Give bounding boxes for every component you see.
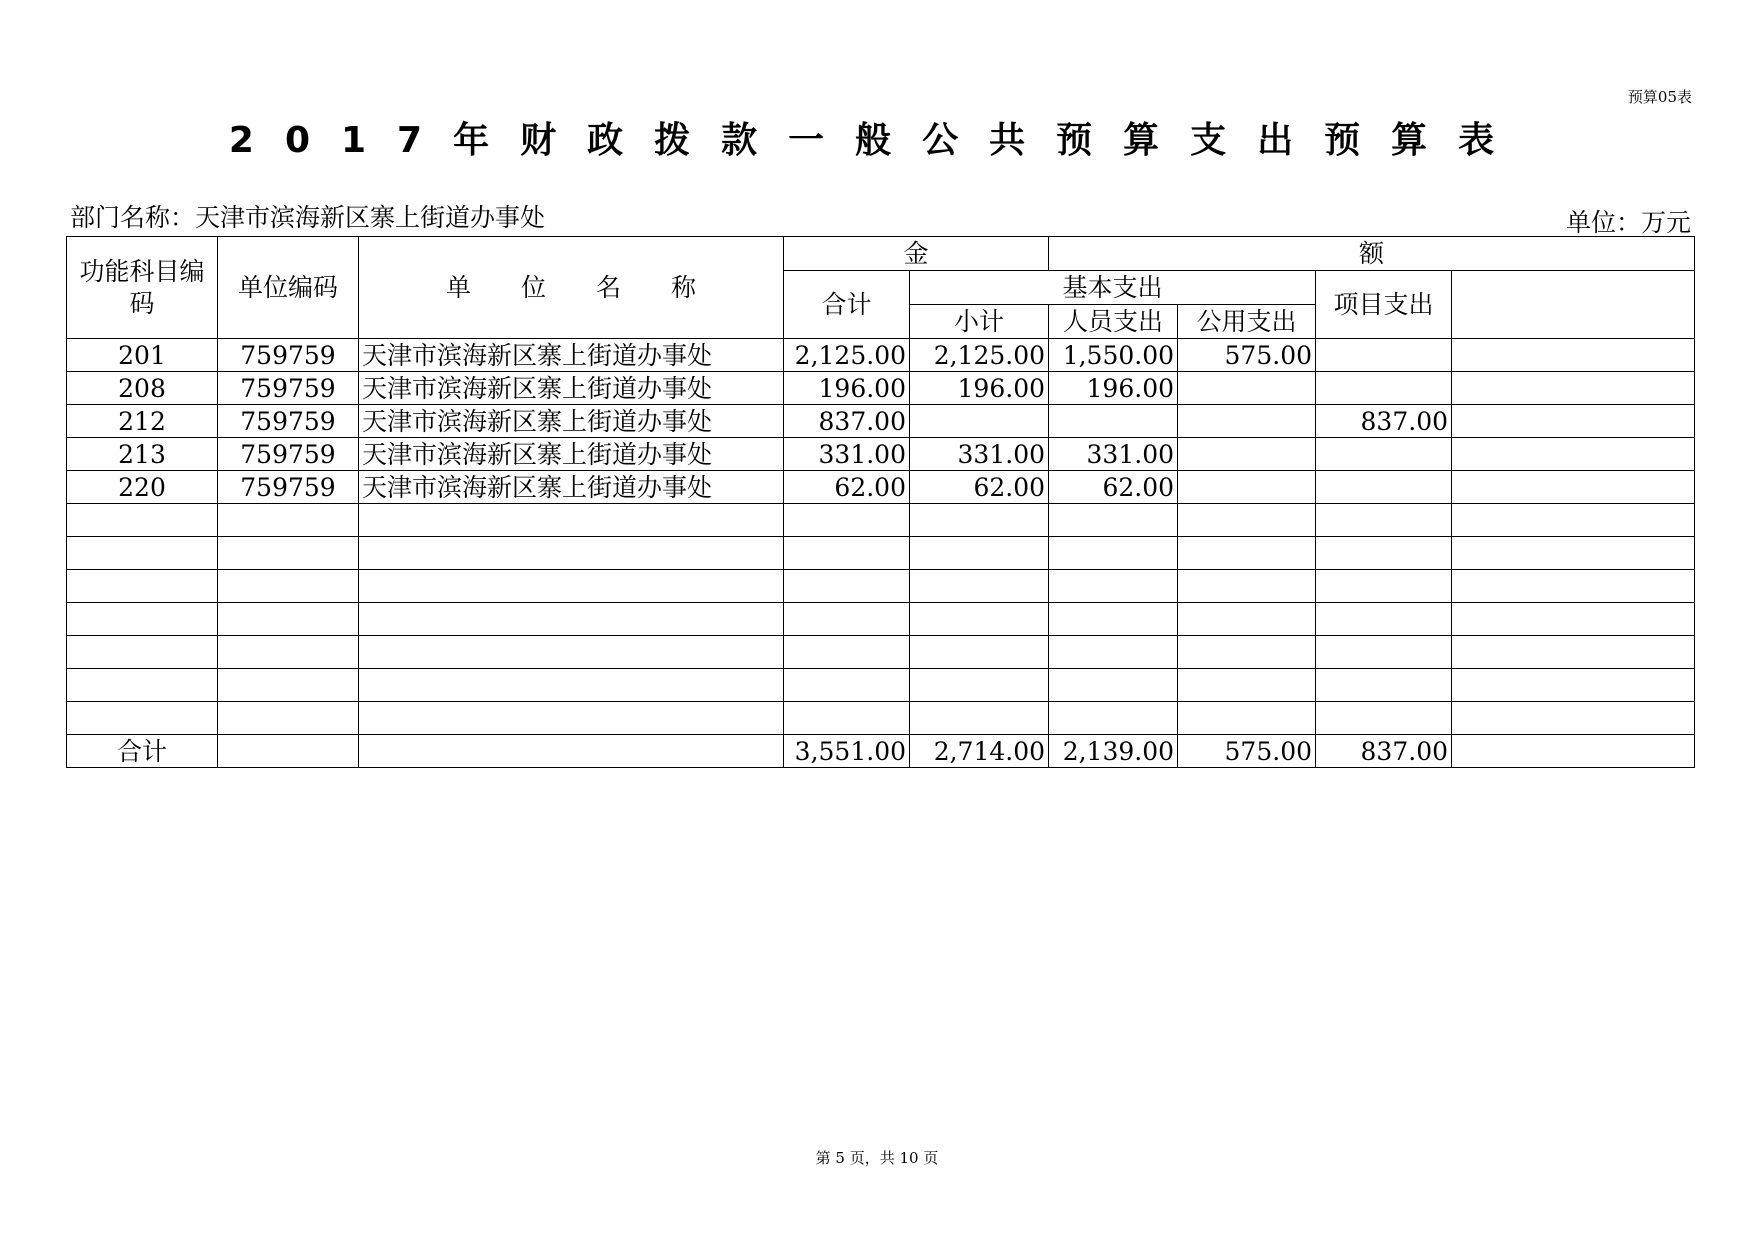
cell-subtotal: 196.00 — [910, 372, 1049, 405]
empty-table-row — [67, 570, 1695, 603]
cell-subtotal: 62.00 — [910, 471, 1049, 504]
empty-cell — [784, 537, 910, 570]
cell-unit-name: 天津市滨海新区寨上街道办事处 — [359, 405, 784, 438]
empty-cell — [1316, 603, 1452, 636]
table-row — [67, 339, 1695, 372]
empty-table-row — [67, 537, 1695, 570]
empty-cell — [910, 504, 1049, 537]
empty-cell — [359, 702, 784, 735]
empty-cell — [1178, 636, 1316, 669]
empty-cell — [67, 702, 218, 735]
empty-cell — [784, 636, 910, 669]
empty-cell — [1049, 537, 1178, 570]
cell-personnel: 1,550.00 — [1049, 339, 1178, 372]
cell-unit-code: 759759 — [218, 405, 359, 438]
cell-public — [1178, 438, 1316, 471]
cell-total: 837.00 — [784, 405, 910, 438]
empty-cell — [1178, 669, 1316, 702]
cell-unit-name: 天津市滨海新区寨上街道办事处 — [359, 471, 784, 504]
empty-cell — [1178, 603, 1316, 636]
cell-unit-code: 759759 — [218, 339, 359, 372]
empty-cell — [1316, 669, 1452, 702]
cell-personnel — [1049, 405, 1178, 438]
form-code: 预算05表 — [1627, 88, 1692, 106]
cell-total: 331.00 — [784, 438, 910, 471]
cell-subtotal: 2,125.00 — [910, 339, 1049, 372]
cell-total: 2,125.00 — [784, 339, 910, 372]
cell-subtotal: 331.00 — [910, 438, 1049, 471]
header-unit-code: 单位编码 — [218, 237, 359, 339]
table-row — [67, 471, 1695, 504]
empty-cell — [784, 504, 910, 537]
header-public: 公用支出 — [1178, 305, 1316, 339]
cell-func-code: 208 — [67, 372, 218, 405]
cell-unit-code: 759759 — [218, 372, 359, 405]
cell-func-code: 212 — [67, 405, 218, 438]
empty-cell — [1316, 636, 1452, 669]
empty-table-row — [67, 702, 1695, 735]
empty-table-row — [67, 636, 1695, 669]
empty-cell — [784, 603, 910, 636]
header-total: 合计 — [784, 271, 910, 339]
table-row — [67, 438, 1695, 471]
empty-cell — [218, 702, 359, 735]
cell-unit-name: 天津市滨海新区寨上街道办事处 — [359, 438, 784, 471]
empty-cell — [1316, 702, 1452, 735]
empty-cell — [1316, 504, 1452, 537]
cell-remark — [1452, 405, 1695, 438]
cell-project — [1316, 471, 1452, 504]
empty-cell — [1316, 537, 1452, 570]
budget-table — [66, 236, 1695, 768]
empty-cell — [359, 636, 784, 669]
page-title: 2017年财政拨款一般公共预算支出预算表 — [228, 120, 1526, 161]
cell-public — [1178, 471, 1316, 504]
empty-cell — [1049, 603, 1178, 636]
cell-total: 196.00 — [784, 372, 910, 405]
cell-func-code: 201 — [67, 339, 218, 372]
empty-cell — [359, 603, 784, 636]
cell-personnel: 331.00 — [1049, 438, 1178, 471]
empty-cell — [1049, 702, 1178, 735]
totals-unit-code — [218, 735, 359, 768]
empty-cell — [910, 537, 1049, 570]
empty-table-row — [67, 669, 1695, 702]
data-rows — [67, 339, 1695, 735]
empty-cell — [1452, 603, 1695, 636]
totals-public: 575.00 — [1178, 735, 1316, 768]
empty-cell — [359, 504, 784, 537]
empty-cell — [784, 702, 910, 735]
empty-cell — [1049, 669, 1178, 702]
cell-remark — [1452, 372, 1695, 405]
empty-cell — [359, 570, 784, 603]
department-name: 部门名称：天津市滨海新区寨上街道办事处 — [70, 203, 546, 232]
empty-cell — [1452, 570, 1695, 603]
cell-unit-code: 759759 — [218, 471, 359, 504]
empty-cell — [67, 669, 218, 702]
cell-remark — [1452, 471, 1695, 504]
empty-cell — [1049, 636, 1178, 669]
header-project: 项目支出 — [1316, 271, 1452, 339]
header-amount-left: 金 — [784, 237, 1049, 271]
empty-cell — [910, 636, 1049, 669]
empty-cell — [1178, 537, 1316, 570]
empty-cell — [1178, 570, 1316, 603]
header-row-1 — [67, 237, 1695, 271]
empty-cell — [1452, 636, 1695, 669]
empty-cell — [67, 603, 218, 636]
empty-cell — [67, 504, 218, 537]
empty-cell — [1178, 504, 1316, 537]
empty-cell — [1049, 504, 1178, 537]
empty-cell — [910, 702, 1049, 735]
empty-cell — [359, 669, 784, 702]
cell-remark — [1452, 438, 1695, 471]
empty-cell — [910, 603, 1049, 636]
totals-total: 3,551.00 — [784, 735, 910, 768]
totals-label: 合计 — [67, 735, 218, 768]
table-row — [67, 405, 1695, 438]
totals-personnel: 2,139.00 — [1049, 735, 1178, 768]
cell-func-code: 213 — [67, 438, 218, 471]
empty-cell — [218, 537, 359, 570]
empty-cell — [67, 636, 218, 669]
cell-project — [1316, 372, 1452, 405]
cell-personnel: 196.00 — [1049, 372, 1178, 405]
cell-personnel: 62.00 — [1049, 471, 1178, 504]
empty-cell — [218, 504, 359, 537]
cell-public: 575.00 — [1178, 339, 1316, 372]
empty-cell — [784, 669, 910, 702]
header-subtotal: 小计 — [910, 305, 1049, 339]
header-func-code: 功能科目编码 — [67, 237, 218, 339]
empty-cell — [218, 669, 359, 702]
cell-project — [1316, 438, 1452, 471]
empty-table-row — [67, 504, 1695, 537]
empty-cell — [218, 570, 359, 603]
header-personnel: 人员支出 — [1049, 305, 1178, 339]
empty-cell — [359, 537, 784, 570]
empty-cell — [910, 570, 1049, 603]
empty-cell — [218, 636, 359, 669]
cell-project — [1316, 339, 1452, 372]
cell-subtotal — [910, 405, 1049, 438]
totals-unit-name — [359, 735, 784, 768]
empty-cell — [1452, 504, 1695, 537]
cell-total: 62.00 — [784, 471, 910, 504]
empty-cell — [1049, 570, 1178, 603]
cell-remark — [1452, 339, 1695, 372]
empty-cell — [1316, 570, 1452, 603]
empty-cell — [67, 537, 218, 570]
empty-cell — [910, 669, 1049, 702]
empty-cell — [1178, 702, 1316, 735]
empty-table-row — [67, 603, 1695, 636]
page-footer: 第 5 页，共 10 页 — [815, 1149, 939, 1167]
empty-cell — [1452, 669, 1695, 702]
cell-unit-name: 天津市滨海新区寨上街道办事处 — [359, 372, 784, 405]
empty-cell — [1452, 702, 1695, 735]
cell-public — [1178, 372, 1316, 405]
header-unit-name: 单 位 名 称 — [359, 237, 784, 339]
cell-func-code: 220 — [67, 471, 218, 504]
empty-cell — [218, 603, 359, 636]
totals-project: 837.00 — [1316, 735, 1452, 768]
header-basic: 基本支出 — [910, 271, 1316, 305]
empty-cell — [1452, 537, 1695, 570]
empty-cell — [784, 570, 910, 603]
totals-row — [67, 735, 1695, 768]
cell-unit-code: 759759 — [218, 438, 359, 471]
cell-project: 837.00 — [1316, 405, 1452, 438]
unit-label: 单位：万元 — [1565, 208, 1691, 237]
cell-unit-name: 天津市滨海新区寨上街道办事处 — [359, 339, 784, 372]
header-amount-right: 额 — [1049, 237, 1695, 271]
totals-remark — [1452, 735, 1695, 768]
totals-subtotal: 2,714.00 — [910, 735, 1049, 768]
table-row — [67, 372, 1695, 405]
empty-cell — [67, 570, 218, 603]
cell-public — [1178, 405, 1316, 438]
